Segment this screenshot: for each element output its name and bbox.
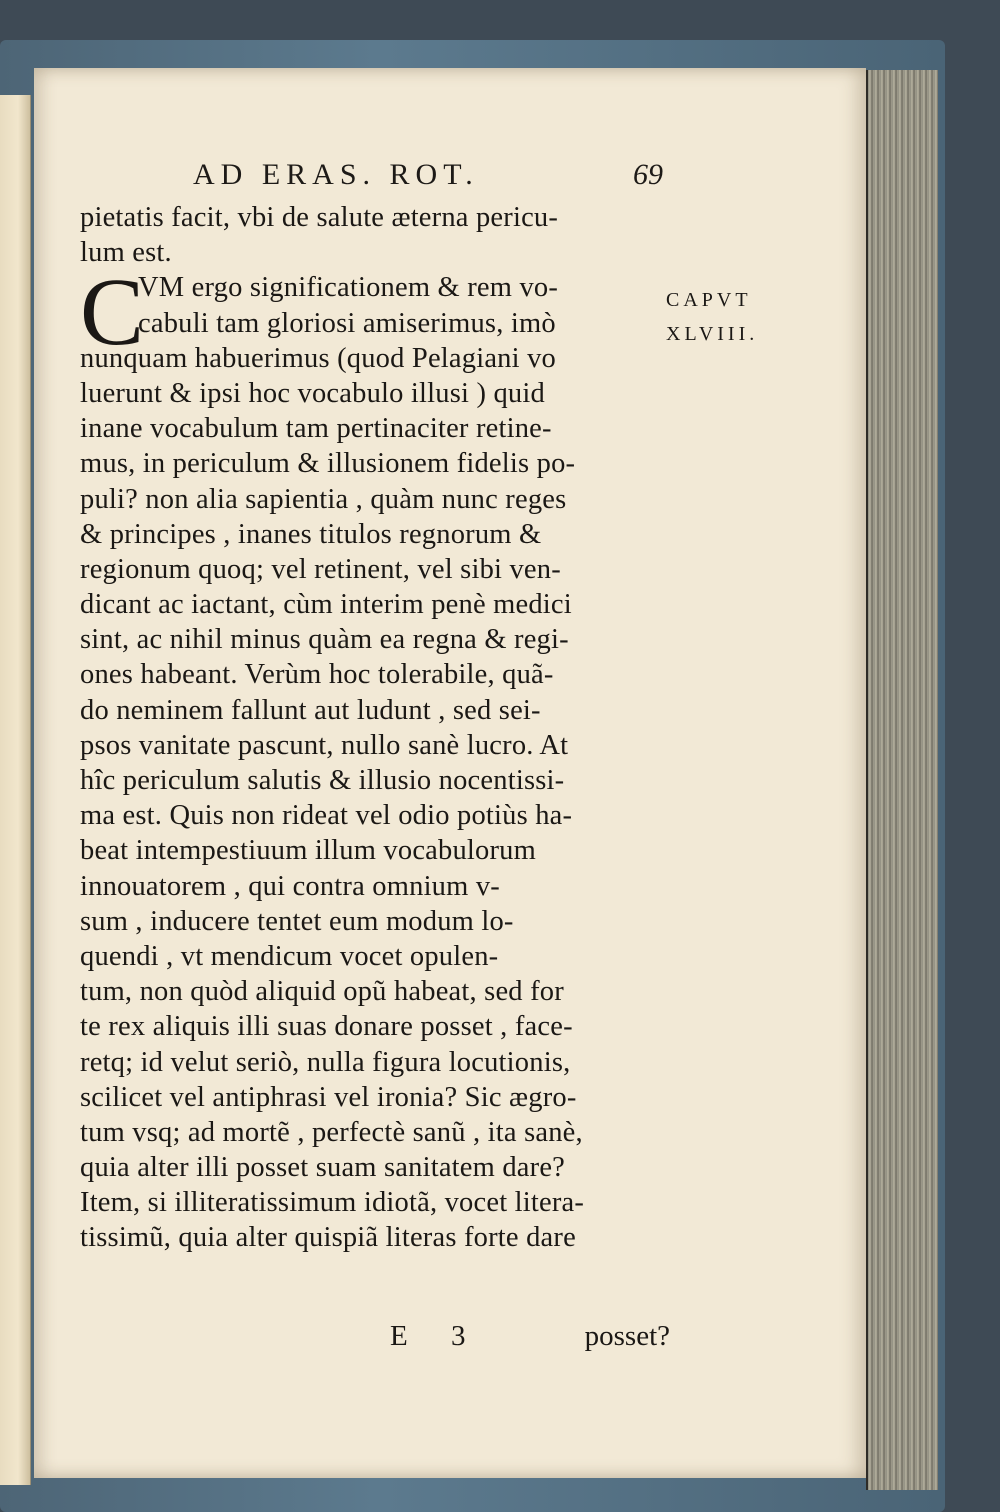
text-line: sint, ac nihil minus quàm ea regna & regi- xyxy=(80,624,569,656)
page-number: 69 xyxy=(633,158,663,191)
text-line: pietatis facit, vbi de salute æterna pericu- xyxy=(80,202,559,233)
text-line: quia alter illi posset suam sanitatem dare? xyxy=(80,1152,566,1184)
text-line: beat intempestiuum illum vocabulorum xyxy=(80,835,536,867)
text-line: sum , inducere tentet eum modum lo- xyxy=(80,905,514,937)
text-line: ma est. Quis non rideat vel odio potiùs ha- xyxy=(80,800,573,832)
drop-capital: C xyxy=(80,258,145,365)
text-line: & principes , inanes titulos regnorum & xyxy=(80,518,542,550)
text-line: tum, non quòd aliquid opũ habeat, sed for xyxy=(80,976,564,1008)
text-line: quendi , vt mendicum vocet opulen- xyxy=(80,940,499,972)
text-line: do neminem fallunt aut ludunt , sed sei- xyxy=(80,694,541,726)
running-title: AD ERAS. ROT. xyxy=(193,158,479,191)
main-text-block xyxy=(80,200,670,1256)
running-header xyxy=(193,158,663,198)
text-line: VM ergo significationem & rem vo- xyxy=(138,272,559,304)
text-line: cabuli tam gloriosi amiserimus, imò xyxy=(138,307,556,339)
text-line: tissimũ, quia alter quispiã literas forte dare xyxy=(80,1222,576,1254)
text-line: lum est. xyxy=(80,237,172,269)
text-line: innouatorem , qui contra omnium v- xyxy=(80,870,500,902)
margin-note-line: XLVIII. xyxy=(666,323,759,345)
text-line: ones habeant. Verùm hoc tolerabile, quã- xyxy=(80,659,554,691)
text-line: psos vanitate pascunt, nullo sanè lucro. At xyxy=(80,729,569,761)
text-line: te rex aliquis illi suas donare posset , face- xyxy=(80,1011,573,1043)
text-line: dicant ac iactant, cùm interim penè medici xyxy=(80,589,572,621)
marginal-chapter-note xyxy=(666,283,796,351)
text-line: luerunt & ipsi hoc vocabulo illusi ) quid xyxy=(80,377,545,409)
text-line: tum vsq; ad mortẽ , perfectè sanũ , ita sanè, xyxy=(80,1116,583,1148)
page-footer xyxy=(80,1320,670,1356)
catchword: posset? xyxy=(584,1320,670,1352)
text-line: nunquam habuerimus (quod Pelagiani vo xyxy=(80,342,556,374)
facing-page-edge xyxy=(0,95,31,1485)
margin-note-line: CAPVT xyxy=(666,289,752,311)
text-line: regionum quoq; vel retinent, vel sibi ven- xyxy=(80,553,561,585)
text-line: retq; id velut seriò, nulla figura locutionis, xyxy=(80,1046,571,1078)
text-line: inane vocabulum tam pertinaciter retine- xyxy=(80,413,552,445)
text-line: Item, si illiteratissimum idiotã, vocet litera- xyxy=(80,1187,585,1219)
text-line: scilicet vel antiphrasi vel ironia? Sic ægro- xyxy=(80,1081,577,1113)
signature-mark: E 3 xyxy=(390,1320,484,1352)
page-edges xyxy=(866,70,938,1490)
text-line: mus, in periculum & illusionem fidelis po- xyxy=(80,448,576,480)
text-line: hîc periculum salutis & illusio nocentissi- xyxy=(80,765,565,796)
text-line: puli? non alia sapientia , quàm nunc reges xyxy=(80,483,567,515)
